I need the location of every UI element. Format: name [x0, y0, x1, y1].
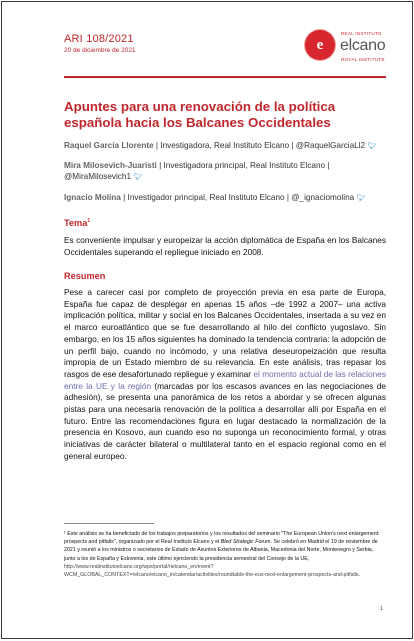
logo-bottom-label: ROYAL INSTITUTE — [341, 57, 385, 62]
relations-link[interactable]: el momento actual de las relaciones entre la UE y la región — [64, 368, 386, 391]
author-name: Ignacio Molina — [64, 193, 121, 202]
publication-date: 20 de diciembre de 2021 — [64, 47, 136, 54]
page-number: 1 — [380, 606, 383, 612]
author-name: Mira Milosevich-Juaristi — [64, 161, 157, 170]
author-name: Raquel García Llorente — [64, 141, 154, 150]
tema-paragraph: Es conveniente impulsar y europeizar la acción diplomática de España en los Balcanes Occidentales superando el repliegue iniciado en 2008. — [64, 235, 386, 257]
resumen-paragraph: Pese a carecer casi por completo de proyección previa en esa parte de Europa, España fue capaz de desplegar en apenas 15 años –de 1992 a 2007– una activa implicación política, militar y social en los Balcanes Occidentales, insertada a su vez en el marco euroatlántico que se fue desarrollando al hilo del conflicto yugoslavo. Sin embargo, en los 15 años siguientes ha dominado la tendencia contraria: la adopción de un perfil bajo, cuando no incómodo, y una relativa deseuropeización que resulta impropia de un Estado miembro de su relevancia. En este análisis, tras repasar los rasgos de ese desafortunado repliegue y examinar el momento actual de las relaciones entre la UE y la región (marcadas por los escasos avances en las negociaciones de adhesión), se presenta una panorámica de los retos a abordar y se ofrecen algunas pistas para una necesaria renovación de la política a desarrollar allí por España en el futuro. Entre las recomendaciones figura en lugar destacado la normalización de la presencia en Kosovo, aun cuando eso no suponga un reconocimiento formal, y otras iniciativas de carácter bilateral o multilateral tanto en el espacio regional como en el general europeo. — [64, 287, 386, 461]
logo-name: elcano — [340, 37, 386, 54]
twitter-icon[interactable]: 🐦︎ — [367, 143, 377, 150]
page-title: Apuntes para una renovación de la política española hacia los Balcanes Occidentales — [64, 99, 336, 130]
author-line — [64, 140, 386, 152]
section-heading-tema: Tema$^1$ — [64, 218, 91, 229]
author-role: | Investigadora principal, Real Instituto Elcano | @MiraMilosevich1 — [64, 161, 330, 181]
ari-number: ARI 108/2021 — [64, 33, 134, 45]
footnote-divider — [64, 523, 154, 524]
author-role: | Investigador principal, Real Instituto Elcano | @_ignaciomolina — [120, 193, 357, 202]
document-page — [1, 1, 413, 639]
author-line — [64, 192, 386, 204]
footnote: ¹ Este análisis se ha beneficiado de los trabajos preparatorios y los resultados del seminario "The European Union's next enlargement: prospects and pitfalls", organizado por el Real Instituto Elcano y el Bled Strategic Forum. Se celebró en Madrid el 19 de noviembre de 2021 y reunió a los ministros o secretarios de Estado de Asuntos Exteriores de Albania, Macedonia del Norte, Montenegro y Serbia, junto a los de España y Eslovenia, este último ejerciendo la presidencia semestral del Consejo de la UE, http://www.realinstitutoelcano.org/wps/portal/rielcano_en/event?WCM_GLOBAL_CONTEXT=/elcano/elcano_in/calendar/activities/roundtable-the-eus-next-enlargement-prospects-and-pitfalls. — [64, 531, 380, 579]
author-role: | Investigadora, Real Instituto Elcano | @RaquelGarciaLl2 — [153, 141, 368, 150]
section-heading-resumen: Resumen — [64, 271, 106, 281]
twitter-icon[interactable]: 🐦︎ — [356, 195, 366, 202]
header-divider — [64, 76, 386, 78]
footnote-marker[interactable]: 1 — [87, 218, 91, 224]
elcano-seal-icon: e — [305, 30, 335, 60]
logo-top-label: REAL INSTITUTO — [341, 31, 382, 36]
elcano-logo — [305, 26, 385, 70]
twitter-icon[interactable]: 🐦︎ — [133, 174, 143, 181]
author-line — [64, 160, 386, 183]
footnote-url-link[interactable]: http://www.realinstitutoelcano.org/wps/portal/rielcano_en/event?WCM_GLOBAL_CONTEXT=/elcano/elcano_in/calendar/activities/roundtable-the-eus-next-enlargement-prospects-and-pitfalls — [64, 563, 359, 579]
